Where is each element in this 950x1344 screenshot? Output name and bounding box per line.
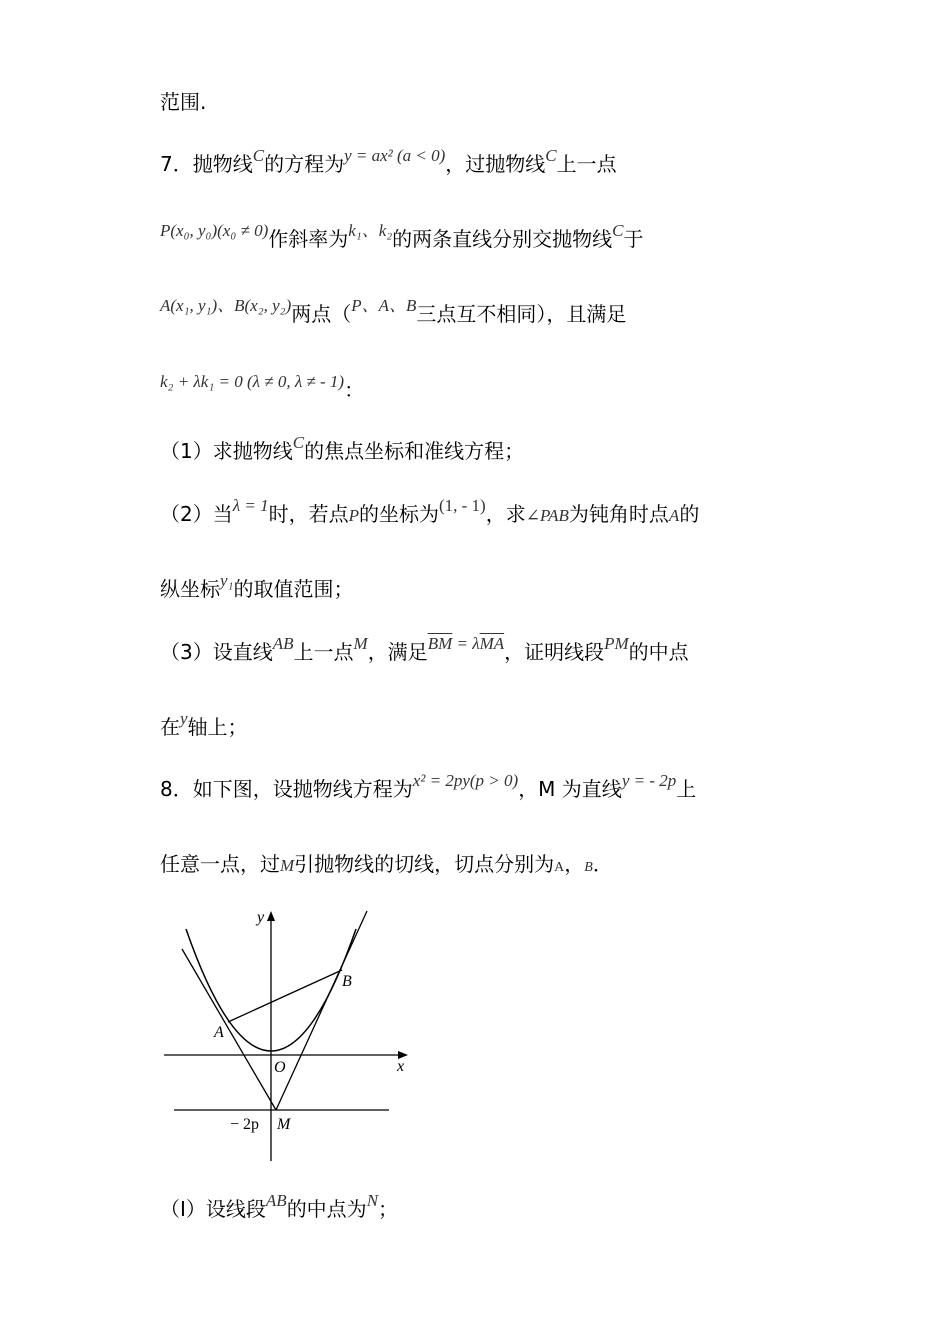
math-y: y: [180, 709, 188, 728]
text: 引抛物线的切线，切点分别为: [294, 852, 555, 876]
text: ，满足: [367, 640, 428, 664]
text: ，M 为直线: [518, 777, 622, 801]
text: 求抛物线: [212, 439, 293, 463]
part-label: （2）: [160, 502, 213, 526]
q8-number: 8．: [160, 777, 193, 801]
math-equation: y = ax² (a < 0): [344, 146, 446, 165]
math-C: C: [545, 146, 557, 165]
text: 的两条直线分别交抛物线: [392, 227, 613, 251]
q7-part-1: [160, 433, 525, 467]
math-A: A: [554, 860, 565, 875]
math-equation: x² = 2py(p > 0): [412, 771, 519, 790]
math-PM: PM: [604, 634, 629, 653]
part-label: （1）: [160, 439, 213, 463]
q7-line-2: [160, 221, 644, 255]
part-label: （Ⅰ）: [160, 1197, 206, 1221]
math-P: P: [348, 506, 359, 525]
text: ．: [592, 852, 613, 876]
text: 纵坐标: [160, 577, 220, 601]
text-line-1: [160, 88, 206, 116]
text: ，证明线段: [504, 640, 605, 664]
vector-BM: $\overline{BM}$: [427, 634, 453, 653]
text: 的中点: [628, 640, 689, 664]
parabola-figure: [160, 905, 420, 1165]
text: 为钝角时点: [568, 502, 669, 526]
q7-line-3: [160, 296, 627, 330]
text: 上一点: [556, 152, 617, 176]
math-line: y = - 2p: [621, 771, 677, 790]
text: 当: [212, 502, 233, 526]
q7-part-2-line-1: [160, 496, 700, 530]
q7-line-4: [160, 372, 365, 406]
q8-line-1: [160, 771, 697, 805]
vector-MA: $\overline{MA}$: [479, 634, 505, 653]
label-A: A: [214, 1024, 224, 1041]
text: 轴上；: [187, 715, 248, 739]
text: ：: [344, 378, 365, 402]
text: 两点（: [291, 302, 352, 326]
text: 于: [623, 227, 644, 251]
q7-part-2-line-2: [160, 571, 354, 605]
text: 设直线: [212, 640, 273, 664]
text: 如下图，设抛物线方程为: [192, 777, 413, 801]
text: 范围.: [160, 90, 207, 114]
text: 时，若点: [268, 502, 349, 526]
text: ；: [378, 1197, 399, 1221]
text: 的焦点坐标和准线方程；: [304, 439, 525, 463]
q8-line-2: [160, 850, 613, 882]
math-PAB: P、A、B: [351, 296, 417, 315]
math-slopes: k₁、k₂: [348, 221, 393, 240]
math-AB: AB: [272, 634, 294, 653]
text: 设线段: [205, 1197, 266, 1221]
math-point-P: P(x₀, y₀)(x₀ ≠ 0): [160, 221, 269, 240]
text: 的坐标为: [358, 502, 439, 526]
tangent-MA: [182, 949, 276, 1110]
math-condition: k₂ + λk₁ = 0 (λ ≠ 0, λ ≠ - 1): [160, 372, 345, 391]
math-coord: (1, - 1): [438, 496, 486, 515]
math-C: C: [292, 433, 305, 452]
math-AB: AB: [265, 1191, 287, 1210]
text: 的: [679, 502, 700, 526]
label-x: x: [397, 1058, 405, 1075]
q7-number: 7．: [160, 152, 193, 176]
text: 三点互不相同），且满足: [416, 302, 627, 326]
math-M: M: [280, 856, 295, 875]
q8-part-I: [160, 1191, 399, 1225]
text: 上一点: [293, 640, 354, 664]
tangent-MB: [276, 911, 367, 1110]
math-lambda: λ = 1: [232, 496, 269, 515]
math-C: C: [252, 146, 265, 165]
text: ，: [564, 852, 585, 876]
part-label: （3）: [160, 640, 213, 664]
q7-line-1: [160, 146, 617, 180]
text: 抛物线: [192, 152, 253, 176]
label-B: B: [342, 973, 352, 990]
text: ，过抛物线: [445, 152, 546, 176]
label-y: y: [257, 909, 265, 926]
label-M: M: [277, 1116, 291, 1133]
math-y1: y₁: [220, 571, 234, 590]
math-B: B: [584, 860, 593, 875]
math-A: A: [668, 506, 680, 525]
math-C: C: [612, 221, 624, 240]
text: 作斜率为: [268, 227, 349, 251]
y-axis-arrow: [267, 911, 275, 921]
math-points-AB: A(x₁, y₁)、B(x₂, y₂): [160, 296, 292, 315]
math-M: M: [353, 634, 368, 653]
q7-part-3-line-2: [160, 709, 248, 743]
chord-AB: [228, 970, 342, 1022]
math-equals-lambda: = λ: [452, 634, 480, 653]
label-neg2p: − 2p: [230, 1116, 260, 1133]
math-angle: ∠PAB: [525, 506, 569, 525]
text: 的方程为: [264, 152, 345, 176]
text: 上: [676, 777, 697, 801]
text: ，求: [485, 502, 526, 526]
text: 的取值范围；: [233, 577, 354, 601]
text: 的中点为: [286, 1197, 367, 1221]
math-N: N: [366, 1191, 379, 1210]
text: 任意一点，过: [160, 852, 280, 876]
q7-part-3-line-1: [160, 634, 689, 668]
label-O: O: [274, 1059, 286, 1076]
text: 在: [160, 715, 180, 739]
